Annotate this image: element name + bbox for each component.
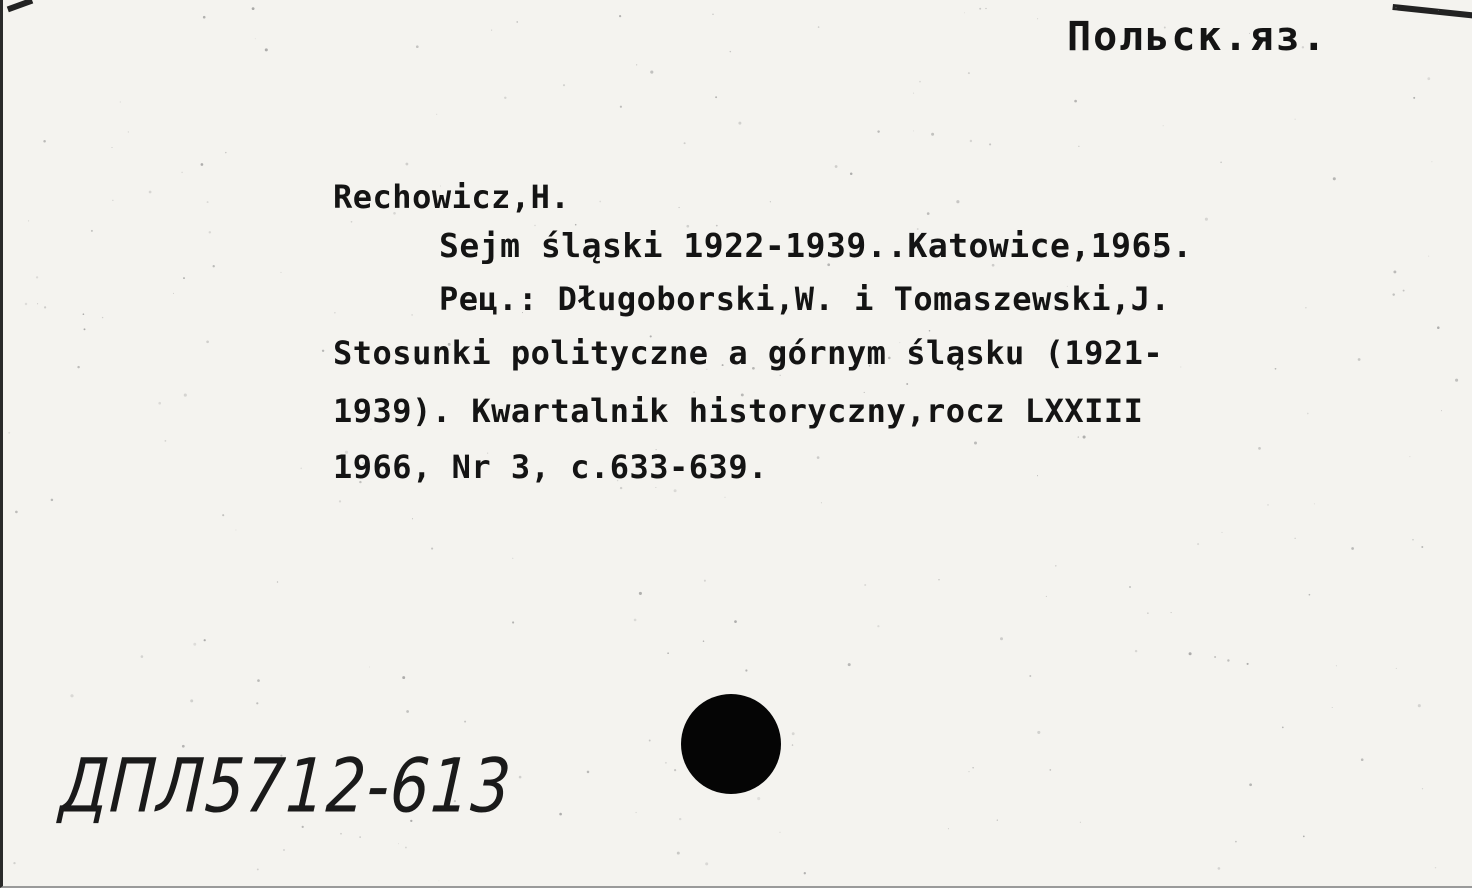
handwritten-shelf-mark: ДПЛ5712-613 xyxy=(57,742,515,830)
author-line: Rechowicz,H. xyxy=(333,178,571,216)
review-line: 1966, Nr 3, c.633-639. xyxy=(333,448,768,486)
language-label: Польск.яз. xyxy=(1067,14,1328,60)
review-line: Stosunki polityczne a górnym śląsku (1921- xyxy=(333,334,1164,372)
review-line: 1939). Kwartalnik historyczny,rocz LXXIII xyxy=(333,392,1144,430)
punch-hole xyxy=(681,694,781,794)
title-line: Sejm śląski 1922-1939..Katowice,1965. xyxy=(439,226,1193,265)
review-line: Рец.: Długoborski,W. i Tomaszewski,J. xyxy=(439,280,1171,318)
